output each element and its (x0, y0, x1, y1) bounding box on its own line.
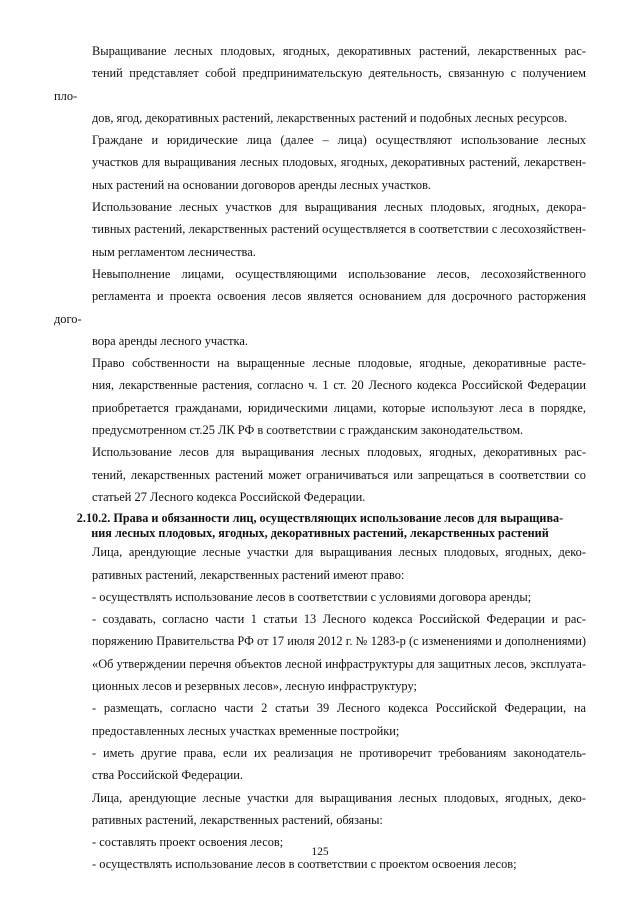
paragraph (54, 263, 586, 352)
paragraph (54, 352, 586, 441)
text-line: «Об утверждении перечня объектов лесной инфраструктуры для защитных лесов, эксплуата- (92, 656, 586, 671)
text-line: предусмотренном ст.25 ЛК РФ в соответствии с гражданским законодательством. (92, 423, 524, 438)
text-line: ным регламентом лесничества. (92, 244, 256, 259)
text-line: ционных лесов и резервных лесов», лесную инфраструктуру; (92, 679, 417, 694)
paragraph (54, 541, 586, 586)
text-line: - размещать, согласно части 2 статьи 39 Лесного кодекса Российской Федерации, на (92, 701, 586, 716)
text-line: - осуществлять использование лесов в соответствии с условиями договора аренды; (92, 589, 532, 604)
text-line: тений, лекарственных растений может ограничиваться или запрещаться в соответствии со (92, 467, 586, 482)
text-line: предоставленных лесных участках временные постройки; (92, 723, 400, 738)
text-line: ративных растений, лекарственных растений имеют право: (92, 567, 405, 582)
text-line: Лица, арендующие лесные участки для выращивания лесных плодовых, ягодных, деко- (92, 545, 586, 560)
paragraph (54, 40, 586, 129)
page-number: 125 (311, 846, 329, 858)
paragraph (54, 742, 586, 787)
section-heading (54, 511, 586, 541)
text-line: участков для выращивания лесных плодовых, ягодных, декоративных растений, лекарствен- (92, 155, 586, 170)
text-line: Использование лесов для выращивания лесных плодовых, ягодных, декоративных рас- (92, 445, 586, 460)
text-line: приобретается гражданами, юридическими лицами, которые используют леса в порядке, (92, 400, 586, 415)
paragraph (54, 441, 586, 508)
text-line: ративных растений, лекарственных растений, обязаны: (92, 812, 383, 827)
text-line: Граждане и юридические лица (далее – лица) осуществляют использование лесных (92, 133, 586, 148)
text-line: Выращивание лесных плодовых, ягодных, декоративных растений, лекарственных рас- (92, 44, 586, 58)
paragraph (54, 608, 586, 697)
paragraph (54, 196, 586, 263)
paragraph (54, 697, 586, 742)
text-line: тивных растений, лекарственных растений осуществляется в соответствии с лесохозяйствен- (92, 222, 586, 237)
paragraph (54, 129, 586, 196)
text-line: - составлять проект освоения лесов; (92, 835, 284, 850)
paragraph (54, 787, 586, 832)
heading-line: ния лесных плодовых, ягодных, декоративных растений, лекарственных растений (91, 526, 549, 541)
text-line: ных растений на основании договоров аренды лесных участков. (92, 177, 432, 192)
text-line: Использование лесных участков для выращивания лесных плодовых, ягодных, декора- (92, 200, 586, 215)
paragraphs-before-heading (54, 40, 586, 508)
text-line: статьей 27 Лесного кодекса Российской Федерации. (92, 489, 366, 504)
text-line: - создавать, согласно части 1 статьи 13 Лесного кодекса Российской Федерации и рас- (92, 612, 586, 627)
paragraphs-after-heading (54, 541, 586, 875)
heading-line: 2.10.2. Права и обязанности лиц, осуществляющих использование лесов для выращива- (76, 511, 564, 526)
text-line: ния, лекарственные растения, согласно ч. 1 ст. 20 Лесного кодекса Российской Федерации (92, 378, 586, 393)
text-line: вора аренды лесного участка. (92, 333, 248, 348)
text-line: дов, ягод, декоративных растений, лекарственных растений и подобных лесных ресурсов. (92, 110, 568, 125)
text-line: регламента и проекта освоения лесов является основанием для досрочного расторжения дого- (54, 289, 586, 326)
text-line: - иметь другие права, если их реализация не противоречит требованиям законодатель- (92, 745, 586, 760)
paragraph (54, 586, 586, 608)
text-line: ства Российской Федерации. (92, 768, 243, 783)
text-line: Право собственности на выращенные лесные плодовые, ягодные, декоративные расте- (92, 356, 586, 371)
text-line: тений представляет собой предпринимательскую деятельность, связанную с получением пло- (54, 66, 586, 103)
text-line: Лица, арендующие лесные участки для выращивания лесных плодовых, ягодных, деко- (92, 790, 586, 805)
document-page (54, 40, 586, 876)
text-line: Невыполнение лицами, осуществляющими использование лесов, лесохозяйственного (92, 266, 586, 281)
text-line: поряжению Правительства РФ от 17 июля 2012 г. № 1283-р (с изменениями и дополнениями) (92, 634, 586, 649)
text-line: - осуществлять использование лесов в соответствии с проектом освоения лесов; (92, 857, 517, 872)
